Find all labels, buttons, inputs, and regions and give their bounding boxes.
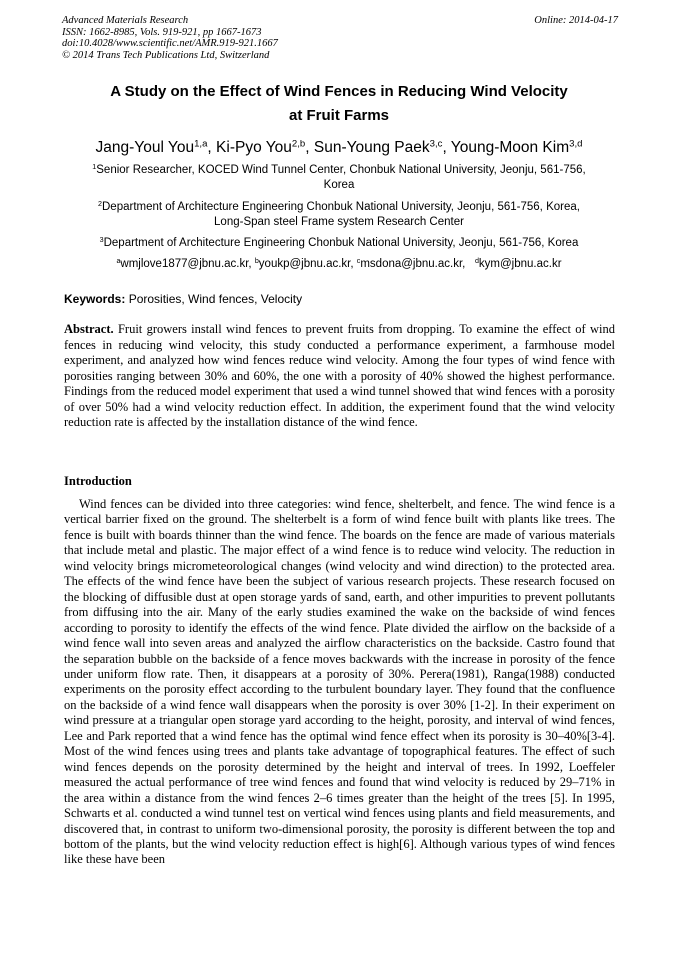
introduction-paragraph: Wind fences can be divided into three categories: wind fence, shelterbelt, and fence. The wind fence is a vertical barrier fixed on the ground. The shelterbelt is a form of wind fence built with plants like trees. The fence is built with boards thinner than the wind fence. The boards on the fence are made of various materials that include metal and plastic. The major effect of a wind fence is to reduce wind velocity. The reduction in wind velocity brings micrometeorological changes (wind velocity and wind direction) to the protected area. The effects of the wind fence have been the subject of various research projects. These research focused on the blocking of diffusible dust at open storage yards of sand, earth, and other impurities to prevent pollutants from diffusing into the air. Many of the early studies examined the wake on the backside of wind fences according to porosity to identify the effects of the wind fence. Plate divided the airflow on the backside of a wind fence wall into seven areas and analyzed the airflow characteristics on the backside. Castro found that the separation bubble on the backside of a fence moves backwards with the increase in porosity of the fence under uniform flow rate. Then, it disappears at a porosity of 30%. Perera(1981), Ranga(1988) conducted experiments on the porosity effect according to the turbulent boundary layer. They found that the confluence on the backside of a wind fence wall disappears when the porosity is over 30% [1-2]. In their experiment on wind pressure at a triangular open storage yard according to the height, porosity, and interval of wind fences, Lee and Park reported that a wind fence has the optimal wind fence effect when its porosity is 30–40%[3-4]. Most of the wind fences using trees and plants take advantage of topographical features. The effect of such wind fences depends on the porosity determined by the height and interval of trees. In 1992, Loeffeler measured the actual performance of tree wind fences and found that wind velocity is reduced by 29–71% in the area within a distance from the wind fences 2–6 times greater than the height of the trees [5]. In 1995, Schwarts et al. conducted a wind tunnel test on vertical wind fences using plants and field measurements, and discovered that, in contrast to uniform two-dimensional porosity, the porosity is different between the top and bottom of the plants, but the wind velocity reduction effect is high[6]. Although various types of wind fences like these have been [64,497,615,867]
affiliation-text-cont: Long-Span steel Frame system Research Center [214,215,464,228]
email-mark: c [356,257,361,266]
issn-line: ISSN: 1662-8985, Vols. 919-921, pp 1667-1673 [62,26,262,38]
author-emails [40,257,638,271]
online-date: Online: 2014-04-17 [534,15,618,26]
affiliation-text: Senior Researcher, KOCED Wind Tunnel Center, Chonbuk National University, Jeonju, 561-756, [96,164,586,176]
affiliation-text: Department of Architecture Engineering Chonbuk National University, Jeonju, 561-756, Korea [103,237,579,249]
author-list: Jang-Youl You$^{1,a}$, Ki-Pyo You$^{2,b}$, Sun-Young Paek$^{3,c}$, Young-Moon Kim$^{3,d}$ [95,138,583,156]
email-address[interactable]: youkp@jbnu.ac.kr, [258,258,354,270]
title-line-2: at Fruit Farms [288,107,390,124]
author-affiliation-mark: 1,a [194,138,208,150]
affiliation-text-cont: Korea [323,178,355,191]
journal-header [62,15,618,61]
abstract-label: Abstract. [64,322,114,336]
abstract-text: Fruit growers install wind fences to prevent fruits from dropping. To examine the effect of wind fences in reducing wind velocity, this study conducted a performance experiment, a farmhouse model experiment, and analyzed how wind fences reduce wind velocity. Among the four types of wind fence with porosities ranging between 30% and 60%, the one with a porosity of 40% showed the highest performance. Findings from the reduced model experiment that used a wind tunnel showed that wind fences with a porosity of over 50% had a wind velocity reduction effect. In addition, the experiment found that the wind velocity reduction rate is affected by the installation distance of the wind fence. [64,322,615,429]
abstract-paragraph [64,322,615,431]
author-name: Ki-Pyo You [216,139,292,156]
title-line-1: A Study on the Effect of Wind Fences in Reducing Wind Velocity [110,83,568,100]
author-name: Sun-Young Paek [313,139,430,156]
email-address[interactable]: wmjlove1877@jbnu.ac.kr, [120,258,252,270]
affiliation-mark: 1 [92,163,97,172]
keywords-label: Keywords: [64,292,126,306]
author-affiliation-mark: 3,c [429,138,443,150]
email-mark: b [254,257,259,266]
affiliation-mark: 3 [99,236,104,245]
doi-line: doi:10.4028/www.scientific.net/AMR.919-921.1667 [62,38,278,50]
author-affiliation-mark: 2,b [291,138,306,150]
author-name: Young-Moon Kim [450,139,570,156]
author-affiliation-mark: 3,d [569,138,583,150]
journal-name: Advanced Materials Research [62,15,189,26]
email-address[interactable]: kym@jbnu.ac.kr [478,258,562,270]
affiliation-text: Department of Architecture Engineering Chonbuk National University, Jeonju, 561-756, Korea, [102,201,580,213]
affiliation-mark: 2 [98,200,102,209]
author-name: Jang-Youl You [95,139,195,156]
affiliation-3 [55,236,623,251]
affiliation-2 [55,200,623,229]
email-mark: a [116,257,121,266]
copyright-line: © 2014 Trans Tech Publications Ltd, Switzerland [62,49,270,61]
paper-title [40,80,638,128]
keywords-text: Porosities, Wind fences, Velocity [128,292,303,306]
keywords-line [64,292,616,307]
email-mark: d [474,257,479,266]
affiliation-1 [55,163,623,192]
email-address[interactable]: msdona@jbnu.ac.kr, [360,258,466,270]
introduction-heading: Introduction [64,474,132,488]
